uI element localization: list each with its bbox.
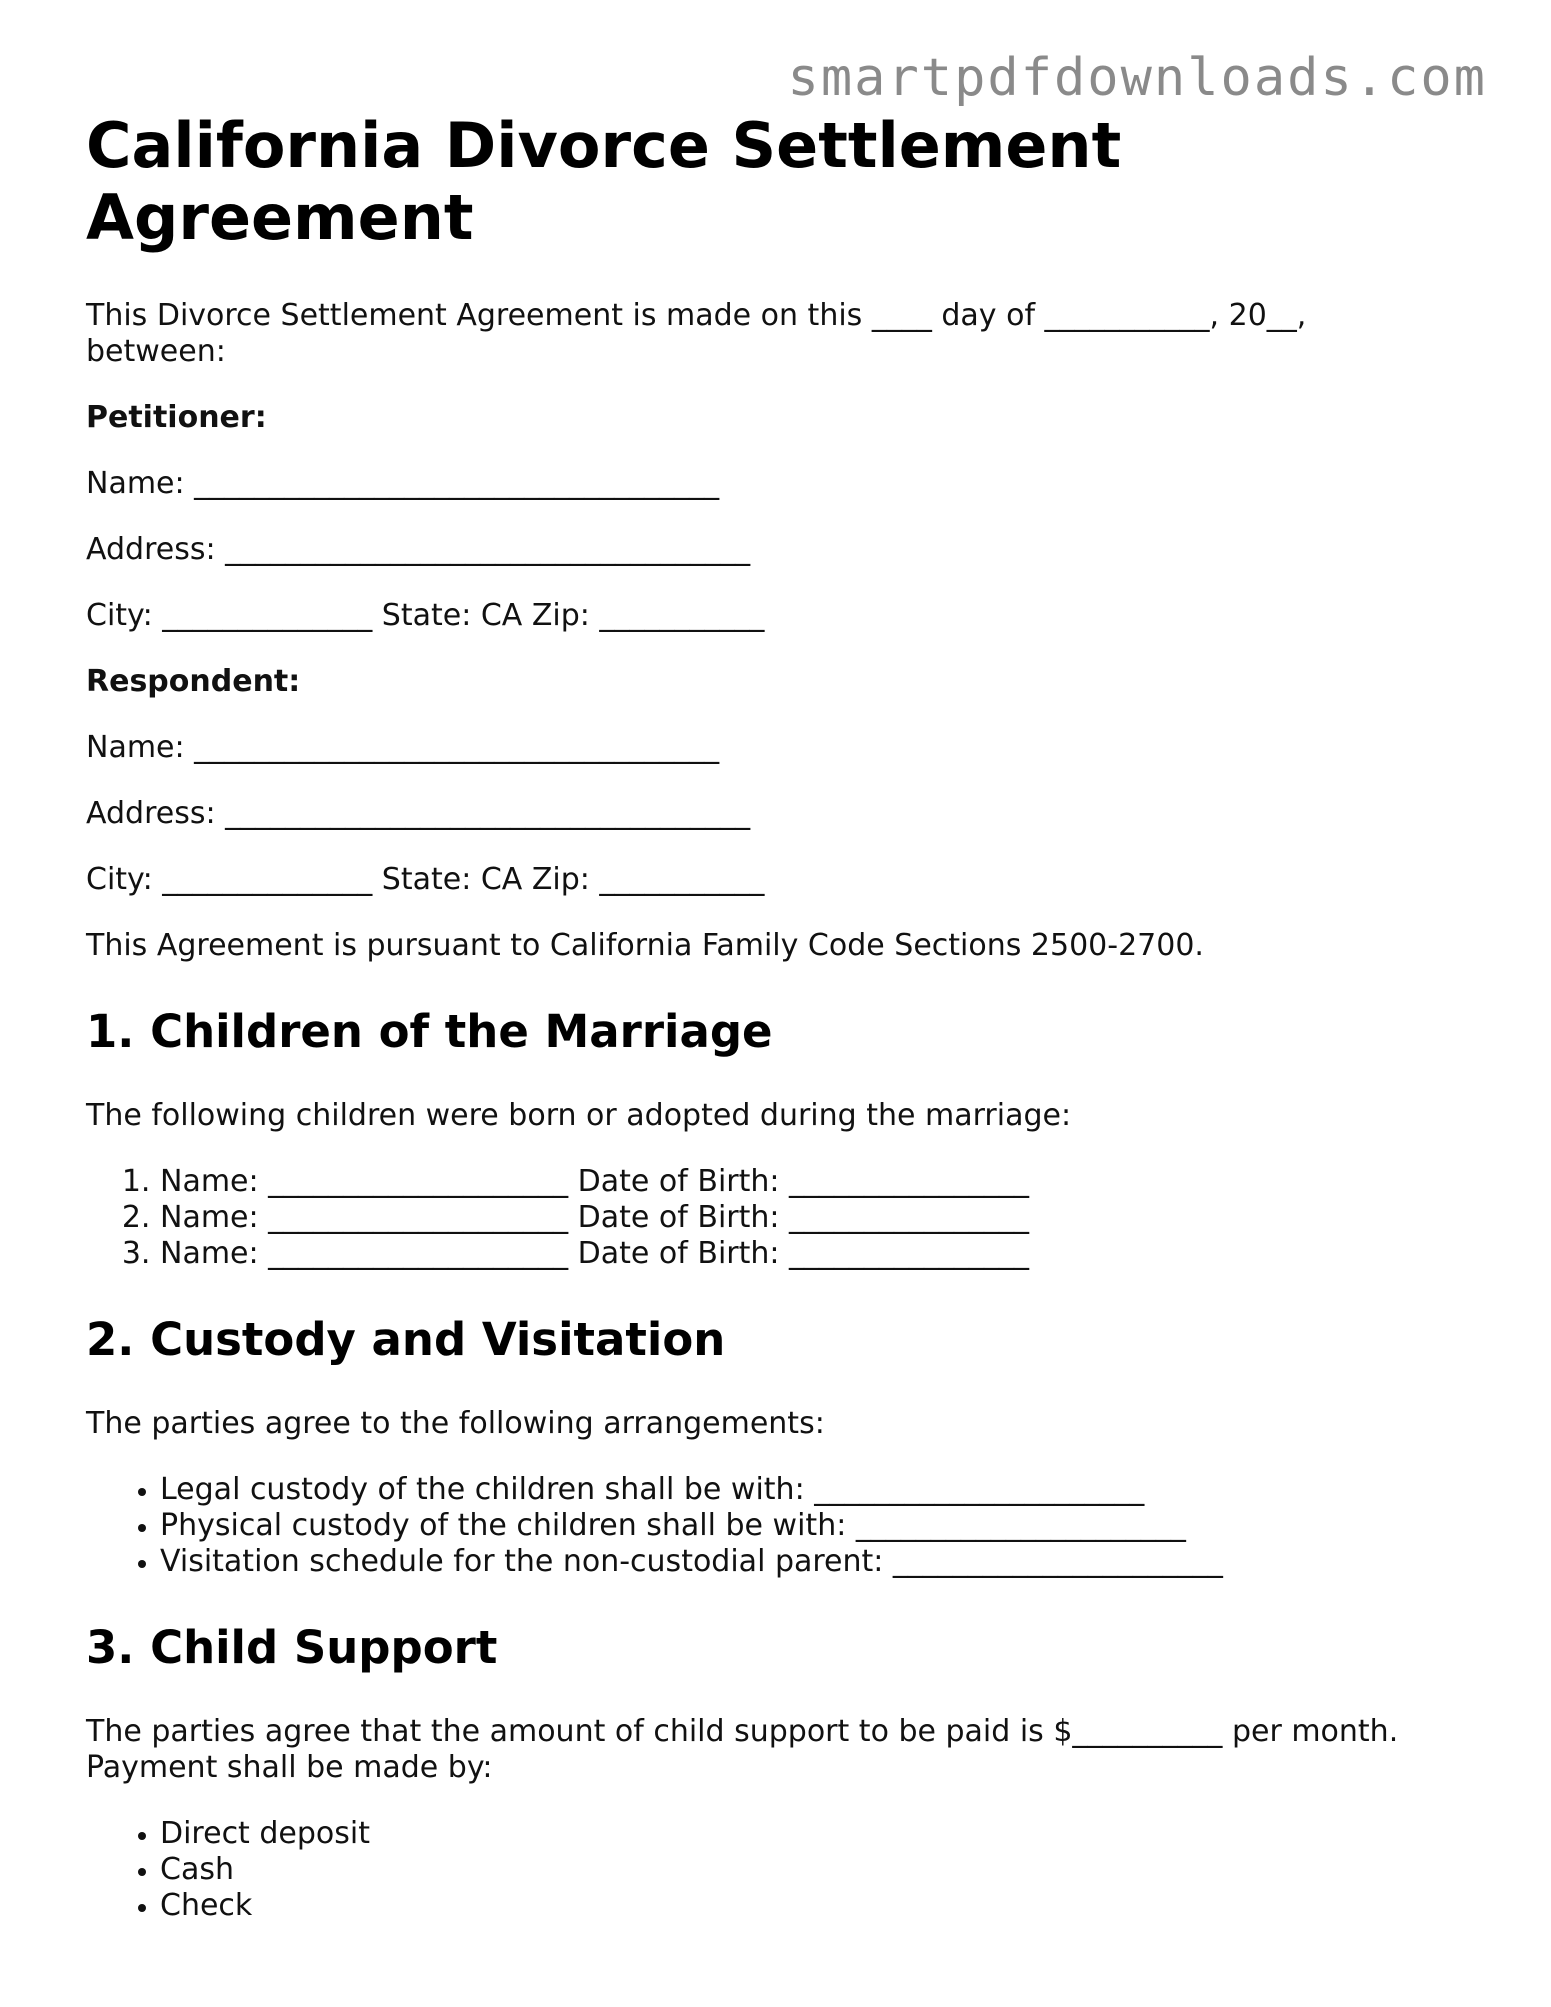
payment-method-item: • Cash: [160, 1852, 1466, 1888]
pursuant-statement: This Agreement is pursuant to California Family Code Sections 2500-2700.: [86, 928, 1204, 963]
respondent-heading: Respondent:: [86, 664, 301, 699]
section-children-intro: The following children were born or adopted during the marriage:: [86, 1098, 1072, 1133]
petitioner-city-state-zip-field[interactable]: City: ______________ State: CA Zip: ___________: [86, 598, 765, 633]
child-entry[interactable]: 1. Name: ____________________ Date of Birth: ________________: [160, 1164, 1466, 1200]
custody-list: [86, 1472, 1466, 1580]
document-title: California Divorce Settlement Agreement: [86, 109, 1122, 254]
payment-method-item: • Direct deposit: [160, 1816, 1466, 1852]
section-children-heading: 1. Children of the Marriage: [86, 1005, 773, 1058]
child-entry[interactable]: 3. Name: ____________________ Date of Birth: ________________: [160, 1236, 1466, 1272]
custody-item-visitation[interactable]: • Visitation schedule for the non-custodial parent: ______________________: [160, 1544, 1466, 1580]
custody-item-legal[interactable]: • Legal custody of the children shall be with: ______________________: [160, 1472, 1466, 1508]
section-custody-intro: The parties agree to the following arrangements:: [86, 1406, 825, 1441]
section-child-support-intro: The parties agree that the amount of child support to be paid is $__________ per month. Payment shall be made by:: [86, 1714, 1399, 1785]
children-list: [86, 1164, 1466, 1272]
respondent-name-field[interactable]: Name: ___________________________________: [86, 730, 720, 765]
intro-paragraph: This Divorce Settlement Agreement is made on this ____ day of ___________, 20__, between:: [86, 298, 1307, 369]
payment-method-list: [86, 1816, 1466, 1924]
child-entry[interactable]: 2. Name: ____________________ Date of Birth: ________________: [160, 1200, 1466, 1236]
document-page: [86, 110, 1466, 1924]
custody-item-physical[interactable]: • Physical custody of the children shall be with: ______________________: [160, 1508, 1466, 1544]
petitioner-name-field[interactable]: Name: ___________________________________: [86, 466, 720, 501]
petitioner-heading: Petitioner:: [86, 400, 267, 435]
watermark: smartpdfdownloads.com: [787, 48, 1487, 108]
payment-method-item: • Check: [160, 1888, 1466, 1924]
section-child-support-heading: 3. Child Support: [86, 1621, 498, 1674]
petitioner-address-field[interactable]: Address: ___________________________________: [86, 532, 751, 567]
respondent-address-field[interactable]: Address: ___________________________________: [86, 796, 751, 831]
section-custody-heading: 2. Custody and Visitation: [86, 1313, 726, 1366]
respondent-city-state-zip-field[interactable]: City: ______________ State: CA Zip: ___________: [86, 862, 765, 897]
